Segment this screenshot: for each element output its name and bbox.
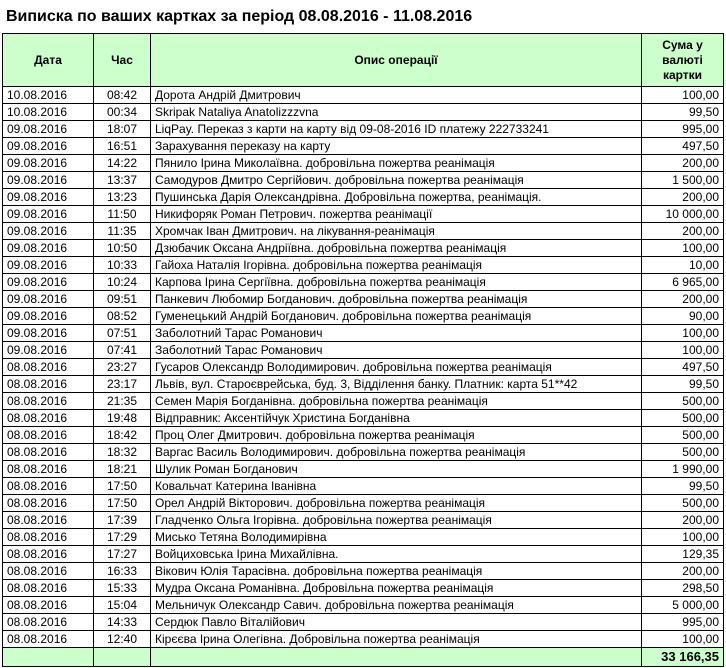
table-row — [3, 427, 724, 444]
cell-time: 15:04 — [94, 597, 151, 614]
cell-time: 19:48 — [94, 410, 151, 427]
cell-description: Львів, вул. Староєврейська, буд. 3, Відділення банку. Платник: карта 51**42 — [151, 376, 642, 393]
cell-time: 17:50 — [94, 495, 151, 512]
cell-time: 07:51 — [94, 325, 151, 342]
header-amount: Сума у валюті картки — [642, 34, 724, 87]
cell-date: 08.08.2016 — [3, 427, 94, 444]
table-row — [3, 104, 724, 121]
cell-description: Дзюбачик Оксана Андріївна. добровільна пожертва реанімація — [151, 240, 642, 257]
cell-description: Гусаров Олександр Володимирович. добровільна пожертва реанімація — [151, 359, 642, 376]
cell-time: 11:35 — [94, 223, 151, 240]
statement-table — [2, 33, 724, 667]
cell-description: Панкевич Любомир Богданович. добровільна пожертва реанімація — [151, 291, 642, 308]
cell-date: 08.08.2016 — [3, 580, 94, 597]
cell-amount: 298,50 — [642, 580, 724, 597]
table-row — [3, 478, 724, 495]
cell-time: 07:41 — [94, 342, 151, 359]
cell-amount: 99,50 — [642, 104, 724, 121]
cell-date: 08.08.2016 — [3, 529, 94, 546]
cell-time: 14:33 — [94, 614, 151, 631]
cell-amount: 100,00 — [642, 529, 724, 546]
total-empty-date — [3, 648, 94, 667]
cell-description: Зарахування переказу на карту — [151, 138, 642, 155]
cell-amount: 10 000,00 — [642, 206, 724, 223]
cell-amount: 6 965,00 — [642, 274, 724, 291]
cell-description: Дорота Андрій Дмитрович — [151, 87, 642, 104]
table-row — [3, 546, 724, 563]
cell-description: Карпова Ірина Сергіївна. добровільна пожертва реанімація — [151, 274, 642, 291]
cell-time: 08:52 — [94, 308, 151, 325]
cell-description: Ковальчат Катерина Іванівна — [151, 478, 642, 495]
table-row — [3, 87, 724, 104]
cell-date: 08.08.2016 — [3, 393, 94, 410]
cell-date: 09.08.2016 — [3, 172, 94, 189]
table-row — [3, 631, 724, 648]
cell-description: Орел Андрій Вікторович. добровільна пожертва реанімація — [151, 495, 642, 512]
cell-time: 00:34 — [94, 104, 151, 121]
cell-date: 08.08.2016 — [3, 546, 94, 563]
cell-date: 09.08.2016 — [3, 121, 94, 138]
cell-description: Семен Марія Богданівна. добровільна пожертва реанімація — [151, 393, 642, 410]
cell-time: 23:17 — [94, 376, 151, 393]
cell-description: Відправник: Аксентійчук Христина Богданівна — [151, 410, 642, 427]
cell-date: 09.08.2016 — [3, 257, 94, 274]
header-description: Опис операції — [151, 34, 642, 87]
cell-description: Никифоряк Роман Петрович. пожертва реанімації — [151, 206, 642, 223]
table-row — [3, 376, 724, 393]
header-date: Дата — [3, 34, 94, 87]
cell-amount: 10,00 — [642, 257, 724, 274]
total-empty-time — [94, 648, 151, 667]
table-row — [3, 495, 724, 512]
cell-description: Мельничук Олександр Савич. добровільна пожертва реанімація — [151, 597, 642, 614]
cell-date: 09.08.2016 — [3, 189, 94, 206]
cell-description: Пянило Ірина Миколаївна. добровільна пожертва реанімація — [151, 155, 642, 172]
table-row — [3, 444, 724, 461]
table-row — [3, 325, 724, 342]
cell-date: 09.08.2016 — [3, 155, 94, 172]
table-row — [3, 138, 724, 155]
table-row — [3, 155, 724, 172]
cell-amount: 200,00 — [642, 223, 724, 240]
cell-description: Skripak Nataliya Anatolizzzvna — [151, 104, 642, 121]
cell-date: 08.08.2016 — [3, 563, 94, 580]
cell-date: 10.08.2016 — [3, 104, 94, 121]
cell-date: 10.08.2016 — [3, 87, 94, 104]
cell-date: 08.08.2016 — [3, 495, 94, 512]
cell-time: 16:33 — [94, 563, 151, 580]
table-row — [3, 529, 724, 546]
cell-amount: 99,50 — [642, 478, 724, 495]
cell-date: 08.08.2016 — [3, 597, 94, 614]
cell-date: 08.08.2016 — [3, 461, 94, 478]
cell-description: Варгас Василь Володимирович. добровільна пожертва реанімація — [151, 444, 642, 461]
cell-description: Гладченко Ольга Ігорівна. добровільна пожертва реанімація — [151, 512, 642, 529]
cell-time: 15:33 — [94, 580, 151, 597]
cell-description: Вікович Юлія Тарасівна. добровільна пожертва реанімація — [151, 563, 642, 580]
cell-amount: 500,00 — [642, 410, 724, 427]
cell-amount: 200,00 — [642, 155, 724, 172]
table-row — [3, 172, 724, 189]
cell-time: 12:40 — [94, 631, 151, 648]
table-row — [3, 580, 724, 597]
cell-date: 09.08.2016 — [3, 240, 94, 257]
cell-amount: 200,00 — [642, 189, 724, 206]
cell-description: Проц Олег Дмитрович. добровільна пожертва реанімація — [151, 427, 642, 444]
cell-time: 18:21 — [94, 461, 151, 478]
cell-amount: 90,00 — [642, 308, 724, 325]
cell-amount: 129,35 — [642, 546, 724, 563]
total-empty-desc — [151, 648, 642, 667]
cell-amount: 100,00 — [642, 342, 724, 359]
table-row — [3, 512, 724, 529]
cell-description: Шулик Роман Богданович — [151, 461, 642, 478]
cell-time: 08:42 — [94, 87, 151, 104]
cell-time: 14:22 — [94, 155, 151, 172]
cell-amount: 1 500,00 — [642, 172, 724, 189]
cell-amount: 500,00 — [642, 495, 724, 512]
cell-description: Хромчак Іван Дмитрович. на лікування-реанімація — [151, 223, 642, 240]
cell-time: 18:07 — [94, 121, 151, 138]
cell-time: 17:50 — [94, 478, 151, 495]
cell-date: 08.08.2016 — [3, 631, 94, 648]
table-row — [3, 461, 724, 478]
cell-amount: 995,00 — [642, 121, 724, 138]
cell-time: 23:27 — [94, 359, 151, 376]
cell-date: 09.08.2016 — [3, 325, 94, 342]
cell-date: 08.08.2016 — [3, 376, 94, 393]
cell-description: Самодуров Дмитро Сергійович. добровільна пожертва реанімація — [151, 172, 642, 189]
header-time: Час — [94, 34, 151, 87]
cell-time: 10:33 — [94, 257, 151, 274]
cell-amount: 200,00 — [642, 512, 724, 529]
cell-amount: 500,00 — [642, 427, 724, 444]
table-row — [3, 393, 724, 410]
cell-time: 11:50 — [94, 206, 151, 223]
cell-amount: 5 000,00 — [642, 597, 724, 614]
table-row — [3, 274, 724, 291]
cell-time: 17:27 — [94, 546, 151, 563]
table-row — [3, 410, 724, 427]
cell-time: 13:37 — [94, 172, 151, 189]
cell-date: 09.08.2016 — [3, 223, 94, 240]
table-row — [3, 597, 724, 614]
table-row — [3, 614, 724, 631]
header-row — [3, 34, 724, 87]
cell-description: Сердюк Павло Віталійович — [151, 614, 642, 631]
cell-date: 09.08.2016 — [3, 308, 94, 325]
cell-amount: 497,50 — [642, 359, 724, 376]
cell-time: 17:39 — [94, 512, 151, 529]
cell-description: LiqPay. Переказ з карти на карту від 09-08-2016 ID платежу 222733241 — [151, 121, 642, 138]
cell-date: 08.08.2016 — [3, 614, 94, 631]
table-row — [3, 563, 724, 580]
cell-date: 09.08.2016 — [3, 291, 94, 308]
statement-title: Виписка по ваших картках за період 08.08.2016 - 11.08.2016 — [6, 8, 473, 25]
table-row — [3, 308, 724, 325]
cell-description: Мудра Оксана Романівна. Добровільна пожертва реанімація — [151, 580, 642, 597]
table-row — [3, 189, 724, 206]
cell-description: Войциховська Ірина Михайлівна. — [151, 546, 642, 563]
table-row — [3, 223, 724, 240]
cell-date: 08.08.2016 — [3, 410, 94, 427]
table-row — [3, 291, 724, 308]
cell-date: 09.08.2016 — [3, 342, 94, 359]
cell-description: Мисько Тетяна Володимирівна — [151, 529, 642, 546]
cell-amount: 200,00 — [642, 291, 724, 308]
cell-time: 10:24 — [94, 274, 151, 291]
cell-amount: 100,00 — [642, 87, 724, 104]
cell-amount: 100,00 — [642, 631, 724, 648]
cell-time: 18:42 — [94, 427, 151, 444]
cell-time: 16:51 — [94, 138, 151, 155]
cell-amount: 1 990,00 — [642, 461, 724, 478]
table-row — [3, 121, 724, 138]
cell-date: 08.08.2016 — [3, 359, 94, 376]
cell-description: Заболотний Тарас Романович — [151, 342, 642, 359]
cell-amount: 100,00 — [642, 240, 724, 257]
total-amount: 33 166,35 — [642, 648, 724, 667]
cell-date: 08.08.2016 — [3, 478, 94, 495]
cell-description: Пушинська Дарія Олександрівна. Добровільна пожертва, реанімація. — [151, 189, 642, 206]
cell-date: 09.08.2016 — [3, 138, 94, 155]
cell-description: Гайоха Наталія Ігорівна. добровільна пожертва реанімація — [151, 257, 642, 274]
cell-time: 09:51 — [94, 291, 151, 308]
table-row — [3, 359, 724, 376]
total-row — [3, 648, 724, 667]
cell-date: 08.08.2016 — [3, 444, 94, 461]
table-row — [3, 257, 724, 274]
cell-amount: 995,00 — [642, 614, 724, 631]
cell-amount: 500,00 — [642, 444, 724, 461]
cell-description: Кірєєва Ірина Олегівна. Добровільна пожертва реанімація — [151, 631, 642, 648]
cell-amount: 100,00 — [642, 325, 724, 342]
table-body — [3, 87, 724, 648]
cell-amount: 500,00 — [642, 393, 724, 410]
cell-date: 09.08.2016 — [3, 206, 94, 223]
cell-time: 13:23 — [94, 189, 151, 206]
table-row — [3, 206, 724, 223]
cell-time: 21:35 — [94, 393, 151, 410]
cell-description: Гуменецький Андрій Богданович. добровільна пожертва реанімація — [151, 308, 642, 325]
cell-amount: 200,00 — [642, 563, 724, 580]
cell-date: 08.08.2016 — [3, 512, 94, 529]
cell-date: 09.08.2016 — [3, 274, 94, 291]
cell-amount: 99,50 — [642, 376, 724, 393]
cell-time: 10:50 — [94, 240, 151, 257]
table-row — [3, 240, 724, 257]
table-row — [3, 342, 724, 359]
cell-time: 18:32 — [94, 444, 151, 461]
cell-amount: 497,50 — [642, 138, 724, 155]
cell-time: 17:29 — [94, 529, 151, 546]
cell-description: Заболотний Тарас Романович — [151, 325, 642, 342]
